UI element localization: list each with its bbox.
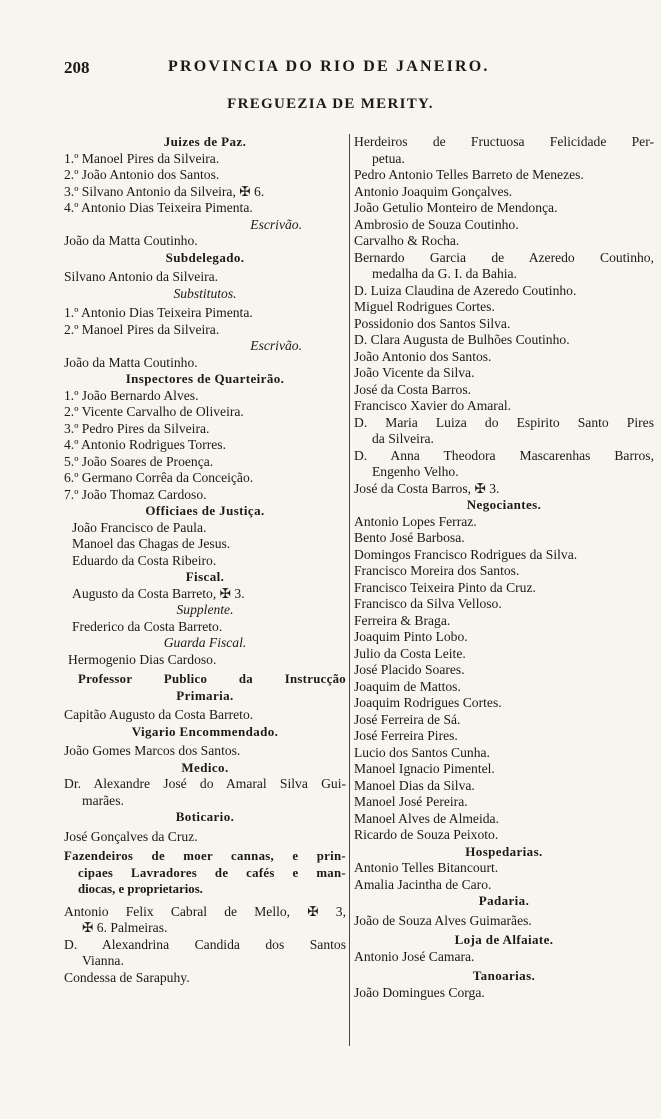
list-item: Amalia Jacintha de Caro. — [354, 876, 492, 892]
left-column — [64, 134, 346, 986]
list-item: João da Matta Coutinho. — [64, 233, 198, 248]
list-item: José Ferreira de Sá. — [354, 711, 461, 727]
heading-supplente: Supplente. — [176, 602, 234, 617]
list-item-cont: da Silveira. — [372, 431, 434, 446]
list-item: Condessa de Sarapuhy. — [64, 969, 190, 985]
list-item: Manoel das Chagas de Jesus. — [72, 536, 231, 551]
list-item-cont: Engenho Velho. — [372, 464, 459, 479]
list-item: 4.º Antonio Rodrigues Torres. — [64, 437, 226, 452]
heading-fazendeiros-cont: cipaes Lavradores de cafés e man- — [78, 865, 346, 880]
list-item: José Gonçalves da Cruz. — [64, 828, 198, 844]
list-item: Manoel Alves de Almeida. — [354, 810, 499, 826]
list-item: 1.º Manoel Pires da Silveira. — [64, 150, 220, 166]
page-header — [64, 58, 624, 82]
list-item: 3.º Silvano Antonio da Silveira, ✠ 6. — [64, 183, 265, 199]
list-item: 1.º João Bernardo Alves. — [64, 387, 199, 403]
list-item: 5.º João Soares de Proença. — [64, 453, 214, 469]
section-title: FREGUEZIA DE MERITY. — [227, 96, 434, 112]
list-item: Silvano Antonio da Silveira. — [64, 269, 219, 284]
list-item: João de Souza Alves Guimarães. — [354, 912, 532, 928]
column-divider — [349, 134, 350, 1046]
heading-hospedarias: Hospedarias. — [465, 843, 543, 859]
list-item: Francisco Teixeira Pinto da Cruz. — [354, 579, 536, 595]
heading-padaria: Padaria. — [478, 893, 530, 908]
list-item-cont: Vianna. — [82, 953, 124, 968]
heading-juizes: Juizes de Paz. — [163, 134, 247, 149]
list-item: José da Costa Barros, ✠ 3. — [354, 480, 500, 496]
list-item: João Vicente da Silva. — [354, 365, 475, 380]
list-item-cont: ✠ 6. Palmeiras. — [82, 920, 168, 935]
list-item: 2.º Manoel Pires da Silveira. — [64, 321, 220, 337]
list-item: Ambrosio de Souza Coutinho. — [354, 216, 519, 232]
page-number: 208 — [64, 58, 90, 77]
list-item: Lucio dos Santos Cunha. — [354, 744, 490, 760]
list-item: João Gomes Marcos dos Santos. — [64, 743, 241, 758]
list-item: Manoel Ignacio Pimentel. — [354, 761, 495, 776]
heading-guarda-fiscal: Guarda Fiscal. — [163, 635, 247, 650]
heading-medico: Medico. — [181, 759, 229, 775]
list-item: Joaquim Rodrigues Cortes. — [354, 695, 502, 710]
proprietors-list — [354, 134, 654, 497]
list-item: 3.º Pedro Pires da Silveira. — [64, 420, 210, 436]
list-item: Francisco da Silva Velloso. — [354, 596, 502, 611]
heading-inspectores: Inspectores de Quarteirão. — [125, 371, 285, 386]
list-item: Francisco Xavier do Amaral. — [354, 398, 512, 413]
list-item-cont: marães. — [82, 792, 124, 808]
heading-vigario: Vigario Encommendado. — [131, 723, 279, 739]
list-item: João Getulio Monteiro de Mendonça. — [354, 200, 558, 215]
list-item: D. Alexandrina Candida dos Santos — [64, 936, 346, 952]
list-item: João da Matta Coutinho. — [64, 354, 198, 370]
heading-fazendeiros-cont: diocas, e proprietarios. — [78, 882, 203, 896]
list-item: Manoel José Pereira. — [354, 794, 468, 809]
heading-fiscal: Fiscal. — [185, 569, 225, 584]
list-item: Ferreira & Braga. — [354, 612, 451, 628]
list-item: Herdeiros de Fructuosa Felicidade Per- — [354, 134, 654, 149]
list-item: Bento José Barbosa. — [354, 530, 465, 545]
list-item: Miguel Rodrigues Cortes. — [354, 299, 495, 314]
list-item: 6.º Germano Corrêa da Conceição. — [64, 470, 254, 485]
right-column — [354, 134, 654, 1001]
list-item: Frederico da Costa Barreto. — [72, 618, 223, 634]
list-item: Dr. Alexandre José do Amaral Silva Gui- — [64, 776, 346, 791]
heading-fazendeiros: Fazendeiros de moer cannas, e prin- — [64, 849, 346, 863]
running-title: PROVINCIA DO RIO DE JANEIRO. — [168, 58, 490, 75]
list-item: Antonio Telles Bitancourt. — [354, 860, 499, 875]
list-item: Carvalho & Rocha. — [354, 233, 460, 248]
list-item: José Ferreira Pires. — [354, 728, 458, 743]
heading-professor: Professor Publico da Instrucção — [78, 672, 346, 686]
list-item: João Domingues Corga. — [354, 984, 485, 1000]
list-item: Antonio Lopes Ferraz. — [354, 513, 477, 529]
heading-boticario: Boticario. — [175, 809, 235, 824]
list-item-cont: petua. — [372, 150, 405, 166]
heading-substitutos: Substitutos. — [173, 285, 237, 301]
heading-professor-cont: Primaria. — [176, 687, 234, 703]
heading-escrivao: Escrivão. — [250, 216, 302, 232]
list-item: João Francisco de Paula. — [72, 519, 207, 535]
list-item-cont: medalha da G. I. da Bahia. — [372, 266, 517, 281]
list-item: 4.º Antonio Dias Teixeira Pimenta. — [64, 200, 253, 215]
negociantes-list — [354, 514, 654, 844]
heading-escrivao: Escrivão. — [250, 338, 302, 353]
list-item: Manoel Dias da Silva. — [354, 777, 475, 793]
list-item: Hermogenio Dias Cardoso. — [68, 651, 217, 667]
list-item: Antonio Joaquim Gonçalves. — [354, 183, 513, 199]
list-item: D. Luiza Claudina de Azeredo Coutinho. — [354, 282, 577, 298]
heading-officiaes: Officiaes de Justiça. — [145, 503, 265, 518]
list-item: 2.º Vicente Carvalho de Oliveira. — [64, 404, 244, 419]
heading-alfaiate: Loja de Alfaiate. — [454, 932, 554, 947]
list-item: Francisco Moreira dos Santos. — [354, 563, 520, 578]
list-item: Possidonio dos Santos Silva. — [354, 315, 511, 331]
heading-negociantes: Negociantes. — [466, 497, 542, 512]
list-item: Joaquim Pinto Lobo. — [354, 629, 468, 644]
list-item: 7.º João Thomaz Cardoso. — [64, 486, 207, 502]
list-item: Eduardo da Costa Ribeiro. — [72, 552, 217, 568]
list-item: 2.º João Antonio dos Santos. — [64, 167, 220, 182]
list-item: D. Anna Theodora Mascarenhas Barros, — [354, 447, 654, 463]
list-item: Pedro Antonio Telles Barreto de Menezes. — [354, 167, 584, 182]
list-item: Augusto da Costa Barreto, ✠ 3. — [72, 585, 245, 601]
list-item: Bernardo Garcia de Azeredo Coutinho, — [354, 249, 654, 265]
heading-tanoarias: Tanoarias. — [472, 968, 536, 983]
list-item: Julio da Costa Leite. — [354, 645, 466, 661]
list-item: Ricardo de Souza Peixoto. — [354, 827, 499, 842]
list-item: Antonio Felix Cabral de Mello, ✠ 3, — [64, 903, 346, 919]
list-item: José da Costa Barros. — [354, 381, 472, 397]
list-item: Domingos Francisco Rodrigues da Silva. — [354, 546, 578, 562]
list-item: Joaquim de Mattos. — [354, 678, 461, 694]
list-item: João Antonio dos Santos. — [354, 348, 492, 364]
heading-subdelegado: Subdelegado. — [165, 249, 245, 265]
list-item: Antonio José Camara. — [354, 948, 475, 964]
list-item: Capitão Augusto da Costa Barreto. — [64, 707, 254, 722]
list-item: José Placido Soares. — [354, 662, 465, 677]
list-item: D. Maria Luiza do Espirito Santo Pires — [354, 414, 654, 430]
list-item: 1.º Antonio Dias Teixeira Pimenta. — [64, 305, 253, 320]
list-item: D. Clara Augusta de Bulhões Coutinho. — [354, 332, 570, 347]
